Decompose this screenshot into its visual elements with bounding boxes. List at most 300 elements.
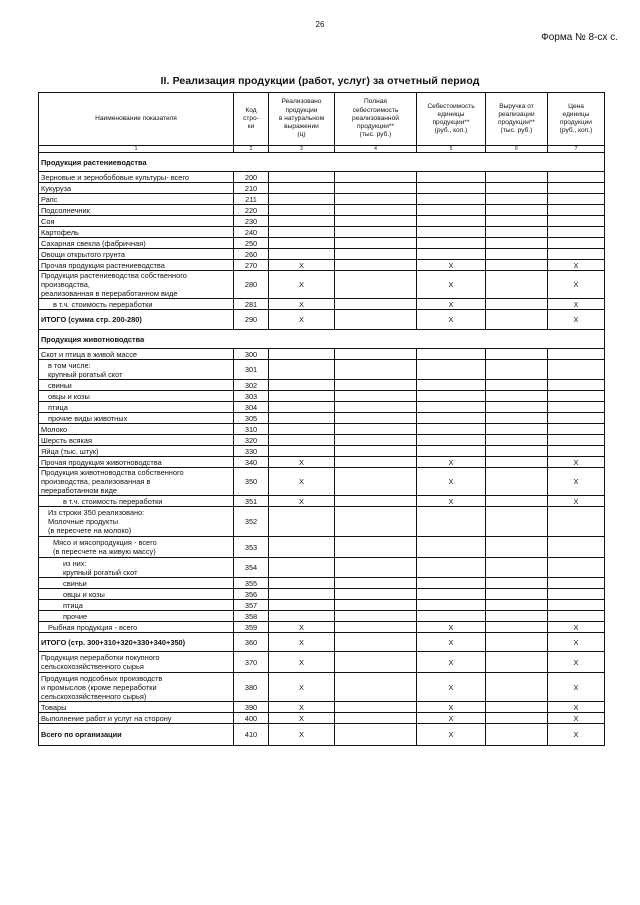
- table-row: [39, 194, 605, 205]
- table-row: [39, 216, 605, 227]
- indicator-name: Продукция подсобных производств и промыслов (кроме переработки сельскохозяйственного сырья): [39, 673, 234, 702]
- unit-price-na-mark: Х: [548, 299, 605, 310]
- unit-price-cell[interactable]: [548, 391, 605, 402]
- unit-cost-cell[interactable]: [417, 435, 486, 446]
- unit-price-cell[interactable]: [548, 172, 605, 183]
- quantity-cell[interactable]: [269, 360, 335, 380]
- revenue-cell[interactable]: [486, 227, 548, 238]
- quantity-cell[interactable]: [269, 172, 335, 183]
- full-cost-cell[interactable]: [335, 652, 417, 673]
- unit-cost-cell[interactable]: [417, 589, 486, 600]
- header-quantity: Реализовано продукции в натуральном выражении (ц): [269, 93, 335, 146]
- quantity-cell[interactable]: [269, 194, 335, 205]
- unit-cost-cell[interactable]: [417, 360, 486, 380]
- table-row: [39, 391, 605, 402]
- indicator-name: ИТОГО (стр. 300+310+320+330+340+350): [39, 633, 234, 652]
- header-full-cost: Полная себестоимость реализованной продукции** (тыс. руб.): [335, 93, 417, 146]
- unit-price-cell[interactable]: [548, 578, 605, 589]
- header-unit-cost: Себестоимость единицы продукции** (руб., коп.): [417, 93, 486, 146]
- row-code: 380: [234, 673, 269, 702]
- indicator-name: Картофель: [39, 227, 234, 238]
- unit-price-na-mark: Х: [548, 260, 605, 271]
- quantity-cell[interactable]: [269, 589, 335, 600]
- full-cost-cell[interactable]: [335, 578, 417, 589]
- quantity-na-mark: Х: [269, 724, 335, 746]
- full-cost-cell[interactable]: [335, 673, 417, 702]
- unit-price-na-mark: Х: [548, 633, 605, 652]
- row-code: 357: [234, 600, 269, 611]
- unit-price-cell[interactable]: [548, 413, 605, 424]
- table-row: [39, 622, 605, 633]
- revenue-cell[interactable]: [486, 622, 548, 633]
- indicator-name: Всего по организации: [39, 724, 234, 746]
- table-row: [39, 724, 605, 746]
- full-cost-cell[interactable]: [335, 507, 417, 537]
- revenue-cell[interactable]: [486, 260, 548, 271]
- unit-cost-na-mark: Х: [417, 673, 486, 702]
- revenue-cell[interactable]: [486, 310, 548, 330]
- revenue-cell[interactable]: [486, 194, 548, 205]
- indicator-name: птица: [39, 402, 234, 413]
- table-row: [39, 402, 605, 413]
- unit-cost-cell[interactable]: [417, 172, 486, 183]
- revenue-cell[interactable]: [486, 446, 548, 457]
- revenue-cell[interactable]: [486, 216, 548, 227]
- quantity-cell[interactable]: [269, 183, 335, 194]
- indicator-name: Продукция животноводства собственного производства, реализованная в переработанном виде: [39, 468, 234, 496]
- unit-price-cell[interactable]: [548, 600, 605, 611]
- quantity-cell[interactable]: [269, 600, 335, 611]
- indicator-name: Товары: [39, 702, 234, 713]
- indicator-name: свиньи: [39, 578, 234, 589]
- indicator-name: прочие: [39, 611, 234, 622]
- unit-price-cell[interactable]: [548, 194, 605, 205]
- unit-price-na-mark: Х: [548, 496, 605, 507]
- unit-price-cell[interactable]: [548, 183, 605, 194]
- full-cost-cell[interactable]: [335, 249, 417, 260]
- indicator-name: в т.ч. стоимость переработки: [39, 299, 234, 310]
- revenue-cell[interactable]: [486, 424, 548, 435]
- indicator-name: Прочая продукция животноводства: [39, 457, 234, 468]
- row-code: 370: [234, 652, 269, 673]
- row-code: 400: [234, 713, 269, 724]
- table-row: [39, 702, 605, 713]
- table-row: [39, 435, 605, 446]
- table-row: [39, 600, 605, 611]
- unit-price-na-mark: Х: [548, 673, 605, 702]
- revenue-cell[interactable]: [486, 238, 548, 249]
- full-cost-cell[interactable]: [335, 380, 417, 391]
- revenue-cell[interactable]: [486, 673, 548, 702]
- column-number: 3: [269, 146, 335, 153]
- table-row: [39, 589, 605, 600]
- quantity-na-mark: Х: [269, 468, 335, 496]
- full-cost-cell[interactable]: [335, 611, 417, 622]
- quantity-na-mark: Х: [269, 299, 335, 310]
- row-code: 303: [234, 391, 269, 402]
- row-code: 356: [234, 589, 269, 600]
- unit-cost-na-mark: Х: [417, 724, 486, 746]
- section-title-cell: Продукция животноводства: [39, 330, 605, 349]
- column-numbers-row: [39, 146, 605, 153]
- quantity-cell[interactable]: [269, 249, 335, 260]
- unit-cost-na-mark: Х: [417, 633, 486, 652]
- unit-price-na-mark: Х: [548, 271, 605, 299]
- quantity-cell[interactable]: [269, 611, 335, 622]
- unit-cost-cell[interactable]: [417, 537, 486, 558]
- row-code: 320: [234, 435, 269, 446]
- unit-cost-cell[interactable]: [417, 446, 486, 457]
- row-code: 359: [234, 622, 269, 633]
- unit-cost-na-mark: Х: [417, 457, 486, 468]
- unit-price-na-mark: Х: [548, 468, 605, 496]
- quantity-cell[interactable]: [269, 413, 335, 424]
- quantity-na-mark: Х: [269, 633, 335, 652]
- full-cost-cell[interactable]: [335, 271, 417, 299]
- row-code: 305: [234, 413, 269, 424]
- full-cost-cell[interactable]: [335, 391, 417, 402]
- full-cost-cell[interactable]: [335, 600, 417, 611]
- unit-cost-cell[interactable]: [417, 402, 486, 413]
- revenue-cell[interactable]: [486, 205, 548, 216]
- indicator-name: Яйца (тыс. штук): [39, 446, 234, 457]
- unit-price-cell[interactable]: [548, 227, 605, 238]
- full-cost-cell[interactable]: [335, 260, 417, 271]
- unit-price-cell[interactable]: [548, 349, 605, 360]
- row-code: 351: [234, 496, 269, 507]
- revenue-cell[interactable]: [486, 380, 548, 391]
- section-title: II. Реализация продукции (работ, услуг) за отчетный период: [160, 75, 480, 87]
- column-number: 4: [335, 146, 417, 153]
- full-cost-cell[interactable]: [335, 424, 417, 435]
- indicator-name: Овощи открытого грунта: [39, 249, 234, 260]
- quantity-cell[interactable]: [269, 349, 335, 360]
- unit-cost-na-mark: Х: [417, 271, 486, 299]
- unit-cost-cell[interactable]: [417, 216, 486, 227]
- row-code: 360: [234, 633, 269, 652]
- unit-cost-cell[interactable]: [417, 413, 486, 424]
- full-cost-cell[interactable]: [335, 360, 417, 380]
- full-cost-cell[interactable]: [335, 702, 417, 713]
- sales-table: [38, 92, 605, 746]
- table-row: [39, 633, 605, 652]
- unit-cost-cell[interactable]: [417, 205, 486, 216]
- quantity-na-mark: Х: [269, 652, 335, 673]
- full-cost-cell[interactable]: [335, 194, 417, 205]
- quantity-cell[interactable]: [269, 402, 335, 413]
- row-code: 270: [234, 260, 269, 271]
- unit-cost-cell[interactable]: [417, 391, 486, 402]
- revenue-cell[interactable]: [486, 496, 548, 507]
- quantity-cell[interactable]: [269, 205, 335, 216]
- unit-cost-cell[interactable]: [417, 611, 486, 622]
- revenue-cell[interactable]: [486, 271, 548, 299]
- table-row: [39, 299, 605, 310]
- table-row: [39, 349, 605, 360]
- unit-price-na-mark: Х: [548, 310, 605, 330]
- revenue-cell[interactable]: [486, 600, 548, 611]
- unit-cost-cell[interactable]: [417, 424, 486, 435]
- quantity-cell[interactable]: [269, 578, 335, 589]
- unit-price-cell[interactable]: [548, 360, 605, 380]
- revenue-cell[interactable]: [486, 172, 548, 183]
- column-number: 1: [39, 146, 234, 153]
- unit-cost-na-mark: Х: [417, 652, 486, 673]
- quantity-na-mark: Х: [269, 713, 335, 724]
- table-row: [39, 271, 605, 299]
- unit-price-cell[interactable]: [548, 435, 605, 446]
- quantity-cell[interactable]: [269, 558, 335, 578]
- table-row: [39, 183, 605, 194]
- revenue-cell[interactable]: [486, 507, 548, 537]
- indicator-name: Подсолнечник: [39, 205, 234, 216]
- indicator-name: овцы и козы: [39, 391, 234, 402]
- revenue-cell[interactable]: [486, 724, 548, 746]
- full-cost-cell[interactable]: [335, 402, 417, 413]
- column-number: 5: [417, 146, 486, 153]
- full-cost-cell[interactable]: [335, 183, 417, 194]
- table-row: [39, 424, 605, 435]
- quantity-na-mark: Х: [269, 271, 335, 299]
- revenue-cell[interactable]: [486, 633, 548, 652]
- full-cost-cell[interactable]: [335, 227, 417, 238]
- unit-price-cell[interactable]: [548, 402, 605, 413]
- full-cost-cell[interactable]: [335, 724, 417, 746]
- unit-price-cell[interactable]: [548, 238, 605, 249]
- full-cost-cell[interactable]: [335, 468, 417, 496]
- indicator-name: Мясо и мясопродукция - всего (в пересчете на живую массу): [39, 537, 234, 558]
- full-cost-cell[interactable]: [335, 558, 417, 578]
- quantity-cell[interactable]: [269, 238, 335, 249]
- table-header: [39, 93, 605, 146]
- full-cost-cell[interactable]: [335, 349, 417, 360]
- unit-price-na-mark: Х: [548, 702, 605, 713]
- unit-cost-cell[interactable]: [417, 249, 486, 260]
- unit-price-cell[interactable]: [548, 589, 605, 600]
- revenue-cell[interactable]: [486, 611, 548, 622]
- quantity-na-mark: Х: [269, 310, 335, 330]
- table-row: [39, 249, 605, 260]
- unit-cost-cell[interactable]: [417, 380, 486, 391]
- full-cost-cell[interactable]: [335, 435, 417, 446]
- unit-price-cell[interactable]: [548, 558, 605, 578]
- table-row: [39, 673, 605, 702]
- table-row: [39, 413, 605, 424]
- quantity-cell[interactable]: [269, 227, 335, 238]
- full-cost-cell[interactable]: [335, 413, 417, 424]
- indicator-name: Соя: [39, 216, 234, 227]
- row-code: 350: [234, 468, 269, 496]
- unit-cost-cell[interactable]: [417, 558, 486, 578]
- revenue-cell[interactable]: [486, 589, 548, 600]
- indicator-name: Выполнение работ и услуг на сторону: [39, 713, 234, 724]
- unit-cost-na-mark: Х: [417, 260, 486, 271]
- quantity-cell[interactable]: [269, 424, 335, 435]
- unit-price-cell[interactable]: [548, 216, 605, 227]
- unit-cost-na-mark: Х: [417, 299, 486, 310]
- unit-price-cell[interactable]: [548, 446, 605, 457]
- revenue-cell[interactable]: [486, 652, 548, 673]
- unit-cost-cell[interactable]: [417, 578, 486, 589]
- full-cost-cell[interactable]: [335, 589, 417, 600]
- revenue-cell[interactable]: [486, 702, 548, 713]
- row-code: 211: [234, 194, 269, 205]
- column-number: 7: [548, 146, 605, 153]
- quantity-na-mark: Х: [269, 496, 335, 507]
- table-row: [39, 360, 605, 380]
- revenue-cell[interactable]: [486, 713, 548, 724]
- unit-price-na-mark: Х: [548, 457, 605, 468]
- quantity-na-mark: Х: [269, 260, 335, 271]
- revenue-cell[interactable]: [486, 537, 548, 558]
- unit-cost-na-mark: Х: [417, 702, 486, 713]
- table-row: [39, 260, 605, 271]
- table-row: [39, 578, 605, 589]
- unit-cost-cell[interactable]: [417, 600, 486, 611]
- unit-price-cell[interactable]: [548, 507, 605, 537]
- indicator-name: в том числе: крупный рогатый скот: [39, 360, 234, 380]
- unit-cost-na-mark: Х: [417, 496, 486, 507]
- quantity-na-mark: Х: [269, 702, 335, 713]
- revenue-cell[interactable]: [486, 349, 548, 360]
- indicator-name: свиньи: [39, 380, 234, 391]
- row-code: 390: [234, 702, 269, 713]
- table-row: [39, 172, 605, 183]
- column-number: 6: [486, 146, 548, 153]
- unit-cost-na-mark: Х: [417, 310, 486, 330]
- indicator-name: Кукуруза: [39, 183, 234, 194]
- table-row: [39, 468, 605, 496]
- full-cost-cell[interactable]: [335, 457, 417, 468]
- table-row: [39, 380, 605, 391]
- full-cost-cell[interactable]: [335, 205, 417, 216]
- unit-cost-cell[interactable]: [417, 349, 486, 360]
- unit-cost-cell[interactable]: [417, 238, 486, 249]
- unit-cost-cell[interactable]: [417, 227, 486, 238]
- quantity-cell[interactable]: [269, 380, 335, 391]
- indicator-name: прочие виды животных: [39, 413, 234, 424]
- row-code: 230: [234, 216, 269, 227]
- table-row: [39, 507, 605, 537]
- full-cost-cell[interactable]: [335, 633, 417, 652]
- full-cost-cell[interactable]: [335, 310, 417, 330]
- form-number: Форма № 8-сх с.: [541, 32, 618, 43]
- revenue-cell[interactable]: [486, 360, 548, 380]
- row-code: 355: [234, 578, 269, 589]
- row-code: 301: [234, 360, 269, 380]
- page-number: 26: [315, 20, 325, 29]
- indicator-name: Рыбная продукция - всего: [39, 622, 234, 633]
- header-indicator-name: Наименование показателя: [39, 93, 234, 146]
- full-cost-cell[interactable]: [335, 238, 417, 249]
- table-row: [39, 652, 605, 673]
- unit-cost-cell[interactable]: [417, 507, 486, 537]
- unit-price-cell[interactable]: [548, 611, 605, 622]
- table-row: [39, 446, 605, 457]
- indicator-name: Прочая продукция растениеводства: [39, 260, 234, 271]
- row-code: 281: [234, 299, 269, 310]
- unit-cost-cell[interactable]: [417, 183, 486, 194]
- row-code: 352: [234, 507, 269, 537]
- quantity-cell[interactable]: [269, 391, 335, 402]
- table-row: [39, 558, 605, 578]
- row-code: 250: [234, 238, 269, 249]
- unit-price-cell[interactable]: [548, 249, 605, 260]
- quantity-cell[interactable]: [269, 446, 335, 457]
- section-title-cell: Продукция растениеводства: [39, 153, 605, 172]
- quantity-cell[interactable]: [269, 216, 335, 227]
- indicator-name: Молоко: [39, 424, 234, 435]
- indicator-name: Скот и птица в живой массе: [39, 349, 234, 360]
- unit-price-na-mark: Х: [548, 622, 605, 633]
- full-cost-cell[interactable]: [335, 713, 417, 724]
- revenue-cell[interactable]: [486, 249, 548, 260]
- row-code: 310: [234, 424, 269, 435]
- table-row: [39, 227, 605, 238]
- quantity-cell[interactable]: [269, 435, 335, 446]
- revenue-cell[interactable]: [486, 457, 548, 468]
- full-cost-cell[interactable]: [335, 622, 417, 633]
- quantity-cell[interactable]: [269, 507, 335, 537]
- revenue-cell[interactable]: [486, 391, 548, 402]
- quantity-na-mark: Х: [269, 673, 335, 702]
- table-row: [39, 496, 605, 507]
- table-row: [39, 713, 605, 724]
- revenue-cell[interactable]: [486, 299, 548, 310]
- unit-price-cell[interactable]: [548, 537, 605, 558]
- indicator-name: Рапс: [39, 194, 234, 205]
- row-code: 340: [234, 457, 269, 468]
- section-header-row: [39, 330, 605, 349]
- table-row: [39, 611, 605, 622]
- full-cost-cell[interactable]: [335, 216, 417, 227]
- unit-price-cell[interactable]: [548, 380, 605, 391]
- full-cost-cell[interactable]: [335, 299, 417, 310]
- unit-price-na-mark: Х: [548, 713, 605, 724]
- full-cost-cell[interactable]: [335, 172, 417, 183]
- revenue-cell[interactable]: [486, 435, 548, 446]
- table-row: [39, 205, 605, 216]
- indicator-name: в т.ч. стоимость переработки: [39, 496, 234, 507]
- full-cost-cell[interactable]: [335, 496, 417, 507]
- quantity-cell[interactable]: [269, 537, 335, 558]
- row-code: 354: [234, 558, 269, 578]
- row-code: 300: [234, 349, 269, 360]
- revenue-cell[interactable]: [486, 402, 548, 413]
- indicator-name: овцы и козы: [39, 589, 234, 600]
- revenue-cell[interactable]: [486, 558, 548, 578]
- revenue-cell[interactable]: [486, 468, 548, 496]
- unit-price-cell[interactable]: [548, 424, 605, 435]
- quantity-na-mark: Х: [269, 622, 335, 633]
- revenue-cell[interactable]: [486, 183, 548, 194]
- full-cost-cell[interactable]: [335, 446, 417, 457]
- full-cost-cell[interactable]: [335, 537, 417, 558]
- row-code: 290: [234, 310, 269, 330]
- table-row: [39, 457, 605, 468]
- row-code: 210: [234, 183, 269, 194]
- unit-cost-cell[interactable]: [417, 194, 486, 205]
- table-row: [39, 310, 605, 330]
- unit-price-cell[interactable]: [548, 205, 605, 216]
- unit-cost-na-mark: Х: [417, 713, 486, 724]
- row-code: 330: [234, 446, 269, 457]
- revenue-cell[interactable]: [486, 578, 548, 589]
- revenue-cell[interactable]: [486, 413, 548, 424]
- unit-price-na-mark: Х: [548, 724, 605, 746]
- indicator-name: Продукция переработки покупного сельскохозяйственного сырья: [39, 652, 234, 673]
- indicator-name: Зерновые и зернобобовые культуры- всего: [39, 172, 234, 183]
